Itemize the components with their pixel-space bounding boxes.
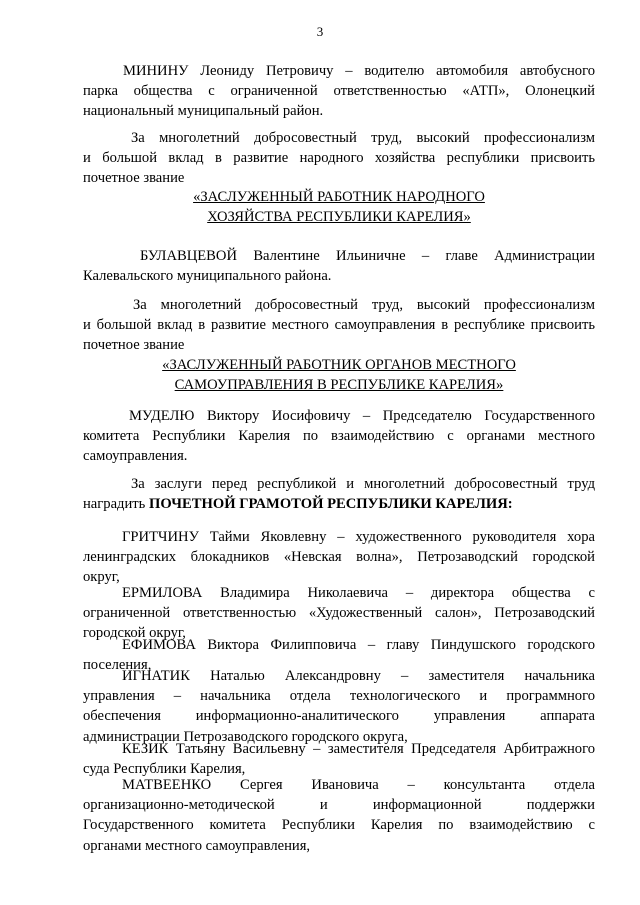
entry-line: органами местного самоуправления, — [83, 837, 311, 854]
decree-paragraph-3 — [83, 474, 595, 514]
entry-line: суда Республики Карелия, — [83, 761, 246, 778]
entry-line: ограниченной ответственностью «Художественный салон», Петрозаводский — [83, 605, 595, 622]
paragraph-text: наградить — [83, 496, 149, 513]
paragraph-line: и большой вклад в развитие местного самоуправления в республике присвоить — [83, 317, 595, 334]
paragraph-line: почетное звание — [83, 337, 185, 354]
entry-line: городской округ, — [83, 625, 186, 642]
award-entry-matveenko — [83, 775, 595, 856]
entry-line: комитета Республики Карелия по взаимодействию с органами местного — [83, 428, 595, 445]
entry-line: Государственного комитета Республики Карелия по взаимодействию с — [83, 817, 595, 834]
entry-line: МАТВЕЕНКО Сергея Ивановича – консультанта отдела — [122, 777, 595, 793]
entry-line: парка общества с ограниченной ответственностью «АТП», Олонецкий — [83, 83, 595, 100]
entry-line: КЕЗИК Татьяну Васильевну – заместителя Председателя Арбитражного — [122, 741, 595, 757]
title-line: «ЗАСЛУЖЕННЫЙ РАБОТНИК НАРОДНОГО — [193, 189, 485, 205]
entry-line: МИНИНУ Леониду Петровичу – водителю автомобиля автобусного — [123, 63, 595, 79]
paragraph-line: За многолетний добросовестный труд, высокий профессионализм — [133, 297, 595, 313]
entry-line: поселения, — [83, 657, 152, 674]
entry-line: национальный муниципальный район. — [83, 103, 324, 120]
award-entry-gritchina — [83, 527, 595, 588]
award-entry-bulavceva — [83, 246, 595, 286]
award-entry-minin — [83, 61, 595, 122]
entry-line: самоуправления. — [83, 448, 188, 465]
entry-line: округ, — [83, 569, 120, 586]
entry-line: администрации Петрозаводского городского округа, — [83, 728, 408, 745]
entry-line: обеспечения информационно-аналитического управления аппарата — [83, 708, 595, 725]
page-number: 3 — [316, 24, 324, 39]
paragraph-line: За многолетний добросовестный труд, высокий профессионализм — [131, 130, 595, 146]
paragraph-line: и большой вклад в развитие народного хозяйства республики присвоить — [83, 150, 595, 167]
honorary-title-2 — [83, 355, 595, 395]
decree-paragraph-1 — [83, 128, 595, 189]
honorary-title-1 — [83, 187, 595, 227]
award-entry-ignatik — [83, 666, 595, 747]
entry-line: ЕРМИЛОВА Владимира Николаевича – директора общества с — [122, 585, 595, 601]
entry-line: управления – начальника отдела технологического и программного — [83, 688, 595, 705]
entry-line: ленинградских блокадников «Невская волна», Петрозаводский городской — [83, 549, 595, 566]
entry-line: организационно-методической и информационной поддержки — [83, 797, 595, 814]
award-entry-kezik — [83, 739, 595, 779]
award-entry-mudel — [83, 406, 595, 467]
entry-line: ИГНАТИК Наталью Александровну – заместителя начальника — [122, 668, 595, 684]
entry-line: БУЛАВЦЕВОЙ Валентине Ильиничне – главе Администрации — [140, 248, 595, 264]
title-line: САМОУПРАВЛЕНИЯ В РЕСПУБЛИКЕ КАРЕЛИЯ» — [174, 377, 504, 394]
title-line: «ЗАСЛУЖЕННЫЙ РАБОТНИК ОРГАНОВ МЕСТНОГО — [162, 357, 516, 373]
entry-line: МУДЕЛЮ Виктору Иосифовичу – Председателю Государственного — [129, 408, 595, 424]
entry-line: ЕФИМОВА Виктора Филипповича – главу Пиндушского городского — [122, 637, 595, 653]
entry-line: ГРИТЧИНУ Тайми Яковлевну – художественного руководителя хора — [122, 529, 595, 545]
award-name-bold: ПОЧЕТНОЙ ГРАМОТОЙ РЕСПУБЛИКИ КАРЕЛИЯ: — [148, 496, 513, 513]
title-line: ХОЗЯЙСТВА РЕСПУБЛИКИ КАРЕЛИЯ» — [207, 209, 471, 226]
entry-line: Калевальского муниципального района. — [83, 268, 332, 285]
decree-paragraph-2 — [83, 295, 595, 356]
paragraph-line: За заслуги перед республикой и многолетний добросовестный труд — [131, 476, 595, 492]
paragraph-line: почетное звание — [83, 170, 185, 187]
